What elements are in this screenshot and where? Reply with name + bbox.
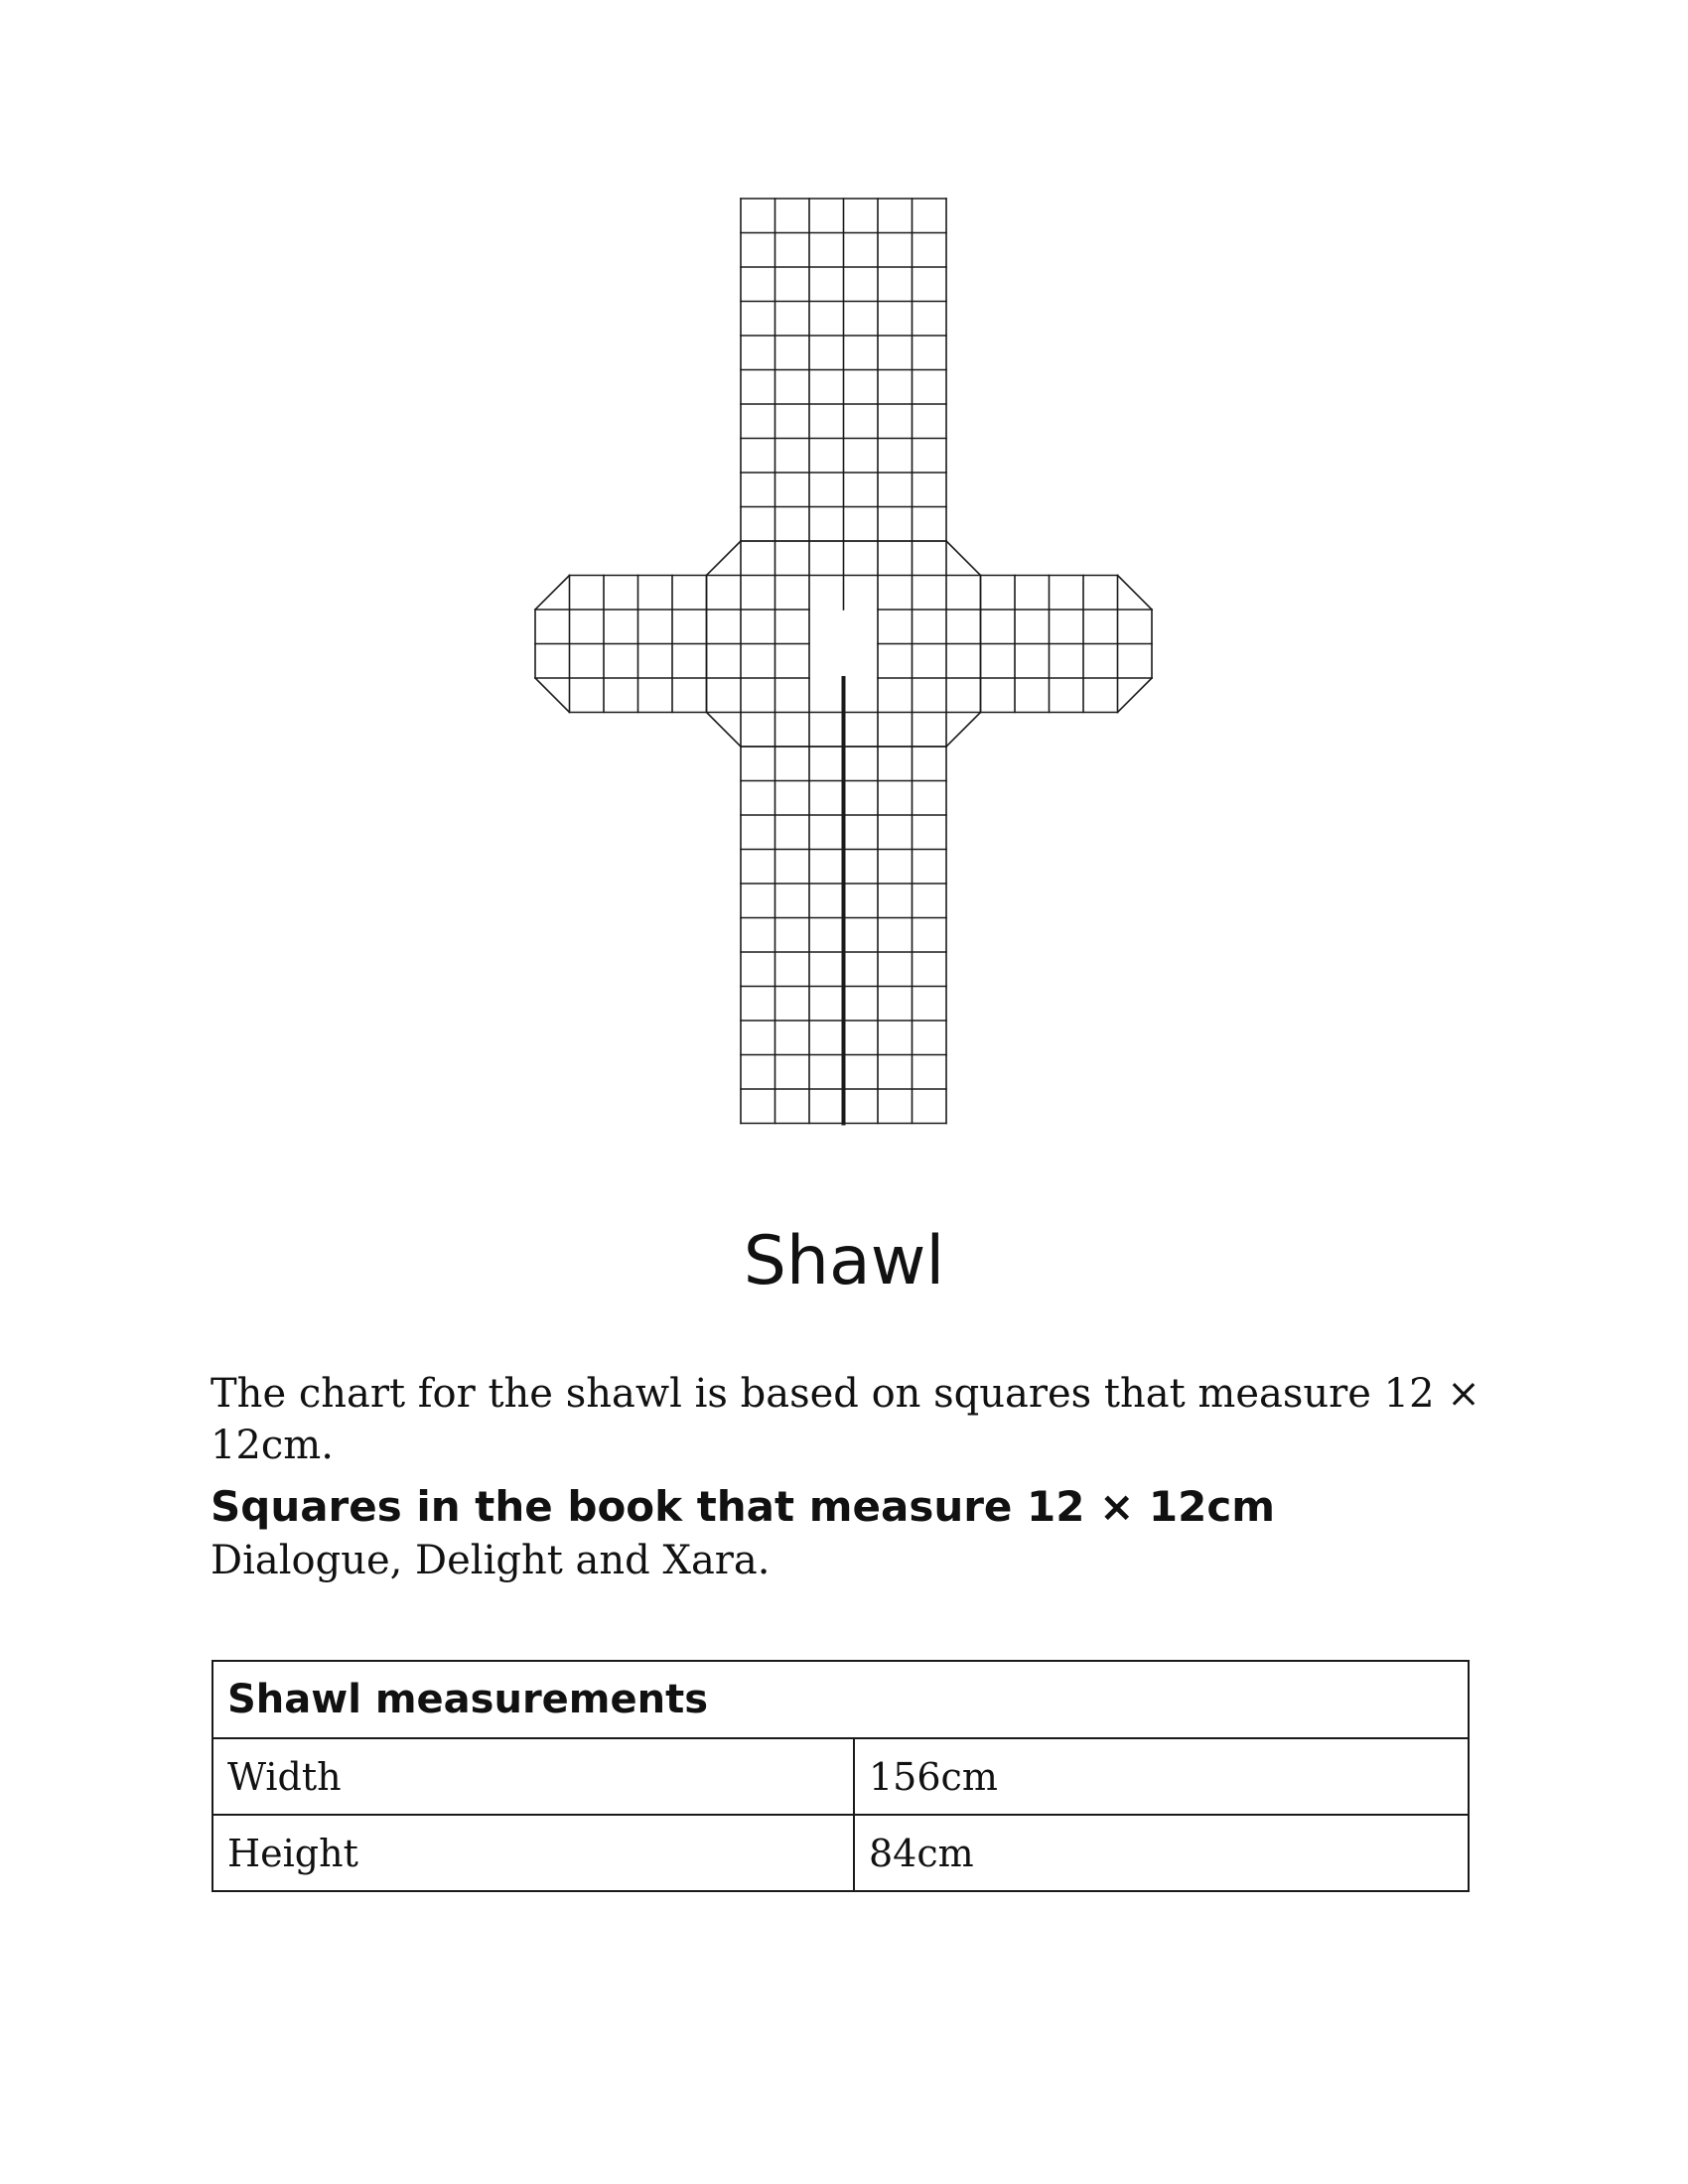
measurements-table <box>211 1660 1470 1892</box>
height-label: Height <box>212 1815 854 1891</box>
height-value: 84cm <box>854 1815 1469 1891</box>
intro-paragraph: The chart for the shawl is based on squares that measure 12 × 12cm. <box>211 1371 1480 1468</box>
table-header: Shawl measurements <box>212 1661 1469 1738</box>
chamfer-line <box>535 576 570 611</box>
chamfer-line <box>707 541 742 576</box>
chamfer-line <box>946 541 981 576</box>
table-header-row <box>212 1661 1469 1738</box>
width-label: Width <box>212 1738 854 1815</box>
chamfer-line <box>1118 576 1153 611</box>
squares-heading: Squares in the book that measure 12 × 12cm <box>211 1482 1276 1531</box>
table-row <box>212 1815 1469 1891</box>
table-row <box>212 1738 1469 1815</box>
chamfer-line <box>535 678 570 713</box>
chamfer-line <box>946 713 981 748</box>
page-title: Shawl <box>743 1222 945 1300</box>
chamfer-line <box>707 713 742 748</box>
width-value: 156cm <box>854 1738 1469 1815</box>
chamfer-line <box>1118 678 1153 713</box>
squares-list: Dialogue, Delight and Xara. <box>211 1538 771 1583</box>
